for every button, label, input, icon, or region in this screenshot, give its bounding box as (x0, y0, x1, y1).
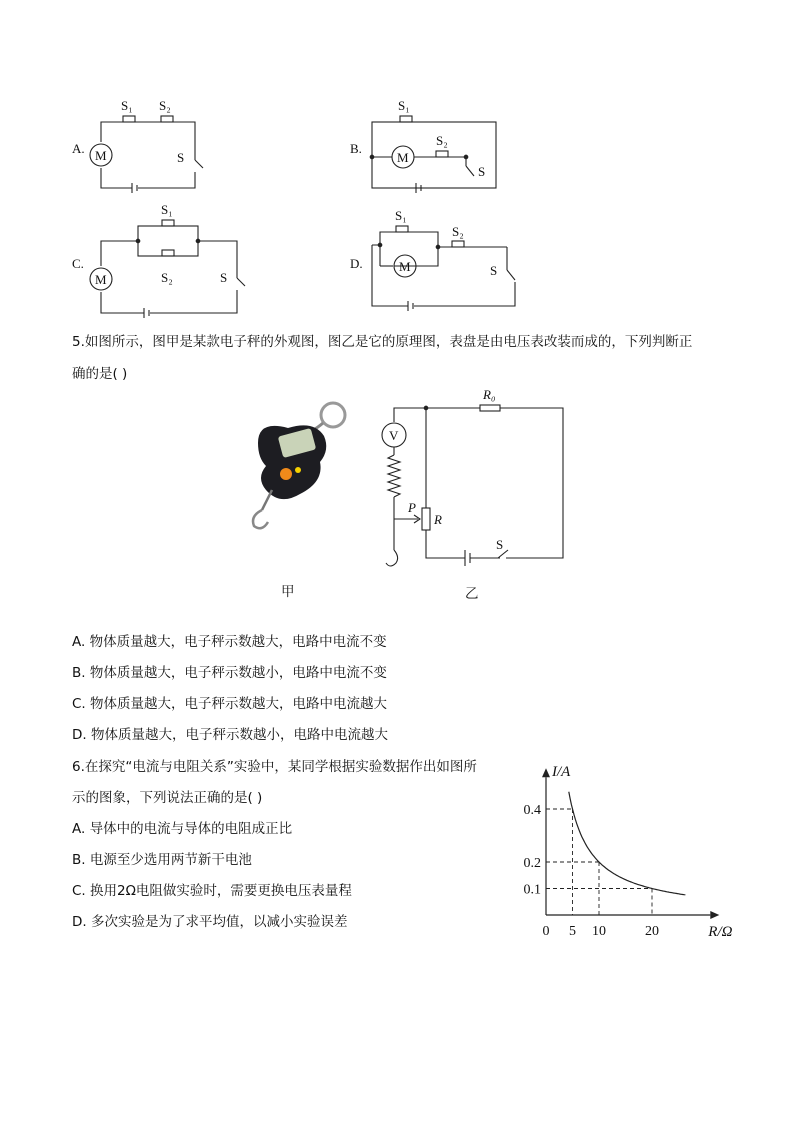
s2-label: S₂ (436, 133, 448, 148)
q6-option-b[interactable]: B. 电源至少选用两节新干电池 (72, 852, 252, 868)
x-axis-arrow (710, 911, 719, 919)
scale-schematic (370, 385, 580, 585)
s2-label: S₂ (161, 270, 173, 285)
scale-photo (228, 398, 358, 538)
s2-label: S₂ (452, 224, 464, 239)
y-axis-arrow (542, 768, 550, 777)
s1-label: S₁ (161, 202, 173, 217)
q4-circuits (0, 0, 794, 330)
option-b-label: B. (350, 141, 362, 156)
m-label: M (399, 259, 411, 274)
series-curve (569, 792, 686, 895)
m-label: M (397, 150, 409, 165)
s1-label: S₁ (121, 98, 133, 113)
q5-option-d[interactable]: D. 物体质量越大，电子秤示数越小，电路中电流越大 (72, 727, 388, 743)
caption-jia: 甲 (281, 584, 295, 600)
r-label: R (434, 512, 442, 527)
q5-option-c[interactable]: C. 物体质量越大，电子秤示数越大，电路中电流越大 (72, 696, 388, 712)
q5-option-a[interactable]: A. 物体质量越大，电子秤示数越大，电路中电流不变 (72, 634, 387, 650)
option-a-label: A. (72, 141, 85, 156)
q6-stem-line1: 6.在探究“电流与电阻关系”实验中，某同学根据实验数据作出如图所 (72, 759, 477, 775)
r0-label: R₀ (483, 387, 496, 402)
p-label: P (408, 500, 416, 515)
q5-option-b[interactable]: B. 物体质量越大，电子秤示数越小，电路中电流不变 (72, 665, 387, 681)
current-resistance-chart (510, 752, 733, 947)
s2-label: S₂ (159, 98, 171, 113)
q6-option-c[interactable]: C. 换用2Ω电阻做实验时，需要更换电压表量程 (72, 883, 352, 899)
x-tick-label: 10 (592, 924, 606, 939)
s-label: S (496, 537, 504, 552)
m-label: M (95, 272, 107, 287)
q5-stem-line1: 5.如图所示，图甲是某款电子秤的外观图，图乙是它的原理图，表盘是由电压表改装而成的，下列判断正 (72, 334, 693, 350)
x-tick-label: 0 (542, 924, 550, 939)
y-tick-label: 0.2 (523, 856, 541, 871)
x-tick-label: 5 (569, 924, 576, 939)
s-label: S (478, 164, 486, 179)
s-label: S (220, 270, 228, 285)
q6-option-d[interactable]: D. 多次实验是为了求平均值，以减小实验误差 (72, 914, 348, 930)
s-label: S (177, 150, 185, 165)
caption-yi: 乙 (465, 586, 479, 602)
y-tick-label: 0.4 (523, 803, 541, 818)
option-d-label: D. (350, 256, 363, 271)
q6-stem-line2: 示的图象，下列说法正确的是( ) (72, 790, 263, 806)
v-label: V (389, 428, 399, 443)
x-axis-label: R/Ω (708, 924, 733, 940)
q6-option-a[interactable]: A. 导体中的电流与导体的电阻成正比 (72, 821, 293, 837)
option-c-label: C. (72, 256, 84, 271)
x-tick-label: 20 (645, 924, 659, 939)
y-tick-label: 0.1 (523, 882, 541, 898)
y-axis-label: I/A (552, 764, 571, 781)
s-label: S (490, 263, 498, 278)
s1-label: S₁ (395, 208, 407, 223)
s1-label: S₁ (398, 98, 410, 113)
m-label: M (95, 148, 107, 163)
q5-stem-line2: 确的是( ) (72, 366, 128, 382)
